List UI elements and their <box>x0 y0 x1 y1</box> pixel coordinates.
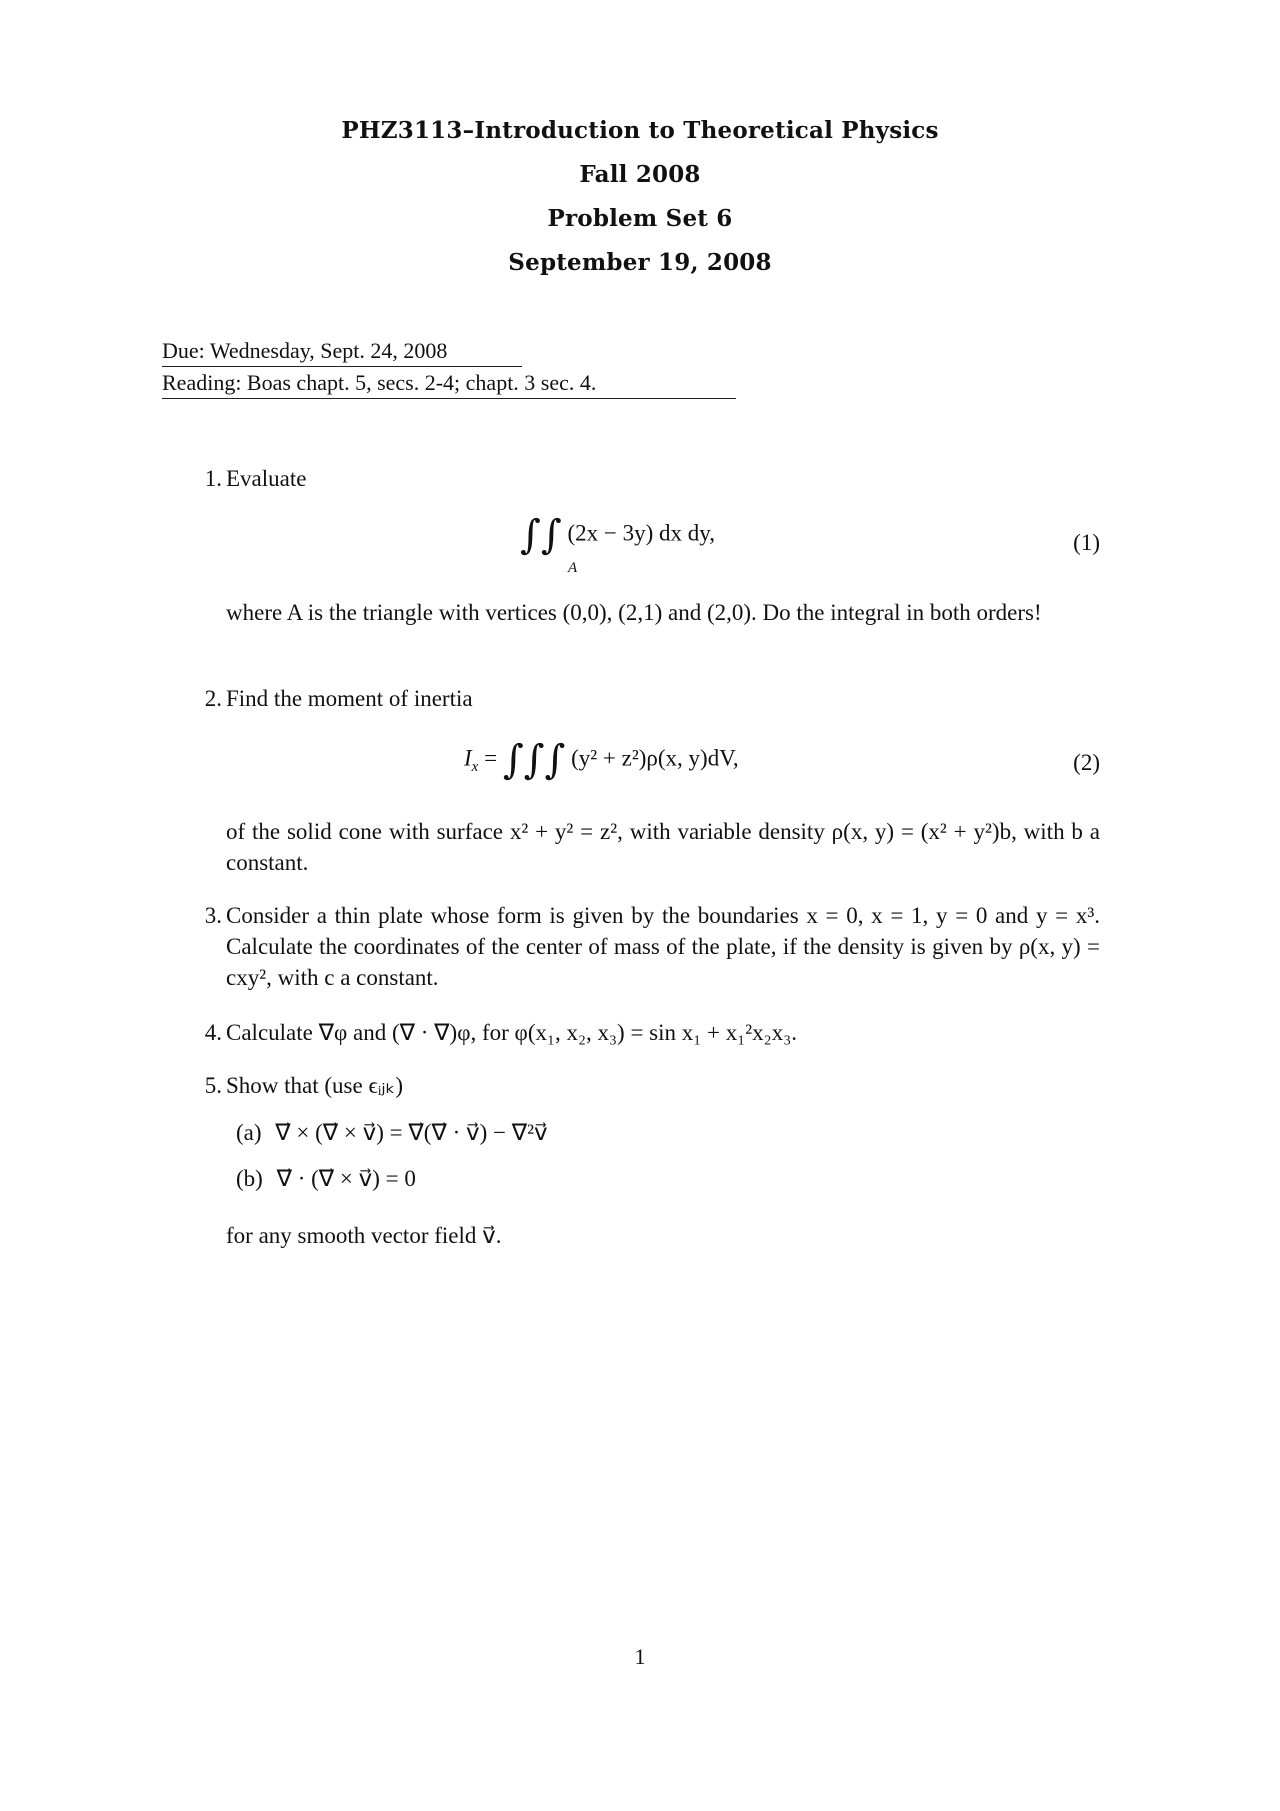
subitem-equation: ∇⃗ × (∇⃗ × v⃗) = ∇⃗(∇⃗ · v⃗) − ∇²v⃗ <box>275 1120 548 1145</box>
problem-set-title: Problem Set 6 <box>547 205 733 232</box>
problem-4-text: Calculate ∇φ and (∇ · ∇)φ, for φ(x₁, x₂, x₃) = sin x₁ + x₁²x₂x₃. <box>226 1020 797 1045</box>
subitem-label: (b) <box>236 1166 263 1191</box>
problem-2-equation: $I_x$ = ∫∫∫ (y² + z²)ρ(x, y)dV, <box>464 737 739 783</box>
problem-3-number: 3. <box>204 903 222 928</box>
problem-5b <box>236 1166 416 1192</box>
triple-integral-icon: ∫∫∫ <box>502 737 566 783</box>
problem-1-number: 1. <box>204 466 222 491</box>
problem-3-text: Consider a thin plate whose form is given by the boundaries x = 0, x = 1, y = 0 and y = x³. Calculate the coordinates of the center of mass of the plate, if the density is given by ρ(x, y) = cxy², with c a constant. <box>226 903 1100 990</box>
subitem-equation: ∇⃗ · (∇⃗ × v⃗) = 0 <box>276 1166 416 1191</box>
problem-5-number: 5. <box>204 1073 222 1098</box>
problem-1-equation: ∫∫ (2x − 3y) dx dy, <box>520 512 715 558</box>
equation-number-1: (1) <box>1073 530 1100 555</box>
course-title: PHZ3113–Introduction to Theoretical Physics <box>341 117 939 144</box>
problem-5-footer: for any smooth vector field v⃗. <box>226 1223 502 1248</box>
problem-1-intro: Evaluate <box>226 466 307 491</box>
reading-assignment: Reading: Boas chapt. 5, secs. 2-4; chapt. 3 sec. 4. <box>162 370 736 399</box>
problem-2-intro: Find the moment of inertia <box>226 686 473 711</box>
term: Fall 2008 <box>579 161 701 188</box>
problem-5a <box>236 1120 548 1146</box>
equation-number-2: (2) <box>1073 750 1100 775</box>
subitem-label: (a) <box>236 1120 262 1145</box>
problem-2-number: 2. <box>204 686 222 711</box>
double-integral-icon: ∫∫ <box>520 512 562 558</box>
problem-4-number: 4. <box>204 1020 222 1045</box>
issue-date: September 19, 2008 <box>508 249 772 276</box>
problem-5-text: Show that (use ϵᵢⱼₖ) <box>226 1073 404 1098</box>
problem-2-text: of the solid cone with surface x² + y² = z², with variable density ρ(x, y) = (x² + y²)b, with b a constant. <box>226 819 1100 875</box>
problem-1-region-label: A <box>568 560 578 576</box>
due-date: Due: Wednesday, Sept. 24, 2008 <box>162 338 522 367</box>
problem-1-text: where A is the triangle with vertices (0,0), (2,1) and (2,0). Do the integral in both orders! <box>226 600 1042 625</box>
page-number: 1 <box>634 1644 646 1669</box>
